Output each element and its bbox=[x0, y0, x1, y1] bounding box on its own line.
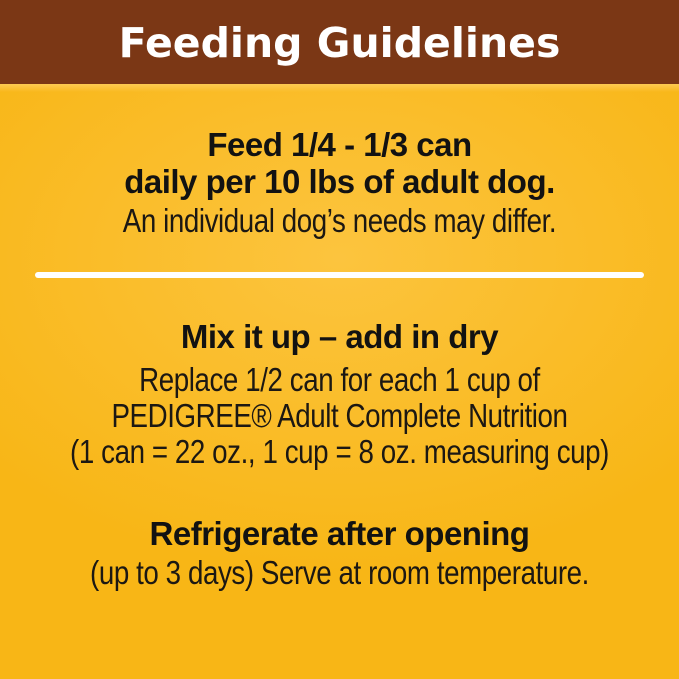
refrigerate-heading: Refrigerate after opening bbox=[149, 515, 530, 552]
feeding-amount-line2: daily per 10 lbs of adult dog. bbox=[124, 163, 555, 200]
header-bar bbox=[0, 0, 679, 84]
mix-heading: Mix it up – add in dry bbox=[180, 318, 499, 355]
refrigerate-note: (up to 3 days) Serve at room temperature. bbox=[90, 554, 589, 591]
mix-in-dry-section bbox=[0, 318, 679, 470]
feeding-amount-line1: Feed 1/4 - 1/3 can bbox=[207, 126, 472, 163]
guidelines-content bbox=[0, 126, 679, 591]
panel-title: Feeding Guidelines bbox=[118, 18, 561, 67]
feeding-amount-section bbox=[0, 126, 679, 239]
header-highlight-strip bbox=[0, 84, 679, 92]
feeding-amount-note: An individual dog’s needs may differ. bbox=[122, 202, 557, 239]
refrigerate-section bbox=[0, 515, 679, 591]
mix-instruction-line3: (1 can = 22 oz., 1 cup = 8 oz. measuring cup) bbox=[70, 433, 609, 470]
mix-instruction-line2: PEDIGREE® Adult Complete Nutrition bbox=[111, 397, 568, 434]
mix-instruction-line1: Replace 1/2 can for each 1 cup of bbox=[139, 361, 540, 398]
section-divider bbox=[35, 272, 644, 278]
